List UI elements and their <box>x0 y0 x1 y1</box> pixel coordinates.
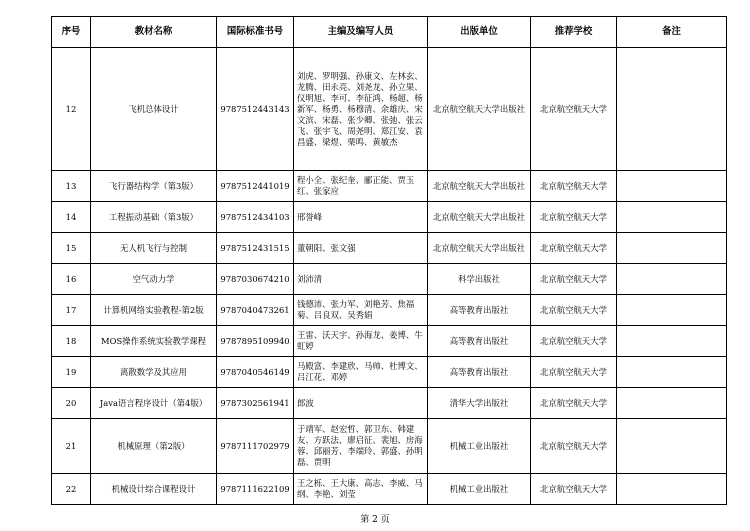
cell-authors: 郎波 <box>294 388 428 419</box>
table-row <box>52 264 727 295</box>
cell-isbn: 9787111702979 <box>217 419 294 474</box>
cell-school: 北京航空航天大学 <box>531 326 617 357</box>
cell-publisher: 高等教育出版社 <box>428 357 531 388</box>
cell-authors: 马殿富、李建欣、马帅、杜博文、吕江花、邓婷 <box>294 357 428 388</box>
cell-title: 飞机总体设计 <box>91 48 217 171</box>
header-title: 教材名称 <box>91 17 217 48</box>
cell-school: 北京航空航天大学 <box>531 171 617 202</box>
header-isbn: 国际标准书号 <box>217 17 294 48</box>
cell-notes <box>617 202 727 233</box>
cell-title: 机械原理（第2版） <box>91 419 217 474</box>
cell-publisher: 科学出版社 <box>428 264 531 295</box>
cell-seq: 16 <box>52 264 91 295</box>
cell-isbn: 9787512441019 <box>217 171 294 202</box>
table-row <box>52 233 727 264</box>
cell-notes <box>617 295 727 326</box>
table-row <box>52 171 727 202</box>
cell-notes <box>617 48 727 171</box>
cell-publisher: 北京航空航天大学出版社 <box>428 48 531 171</box>
header-row <box>52 17 727 48</box>
textbook-table <box>51 16 727 505</box>
cell-title: 飞行器结构学（第3版） <box>91 171 217 202</box>
table-body <box>52 48 727 505</box>
table-row <box>52 419 727 474</box>
cell-title: Java语言程序设计（第4版） <box>91 388 217 419</box>
cell-seq: 18 <box>52 326 91 357</box>
cell-school: 北京航空航天大学 <box>531 48 617 171</box>
cell-school: 北京航空航天大学 <box>531 233 617 264</box>
cell-isbn: 9787512443143 <box>217 48 294 171</box>
cell-notes <box>617 357 727 388</box>
cell-school: 北京航空航天大学 <box>531 357 617 388</box>
cell-school: 北京航空航天大学 <box>531 202 617 233</box>
cell-authors: 程小全、张纪奎、郦正能、贾玉红、张家应 <box>294 171 428 202</box>
cell-seq: 20 <box>52 388 91 419</box>
cell-title: 工程振动基础（第3版） <box>91 202 217 233</box>
table-row <box>52 474 727 505</box>
cell-publisher: 高等教育出版社 <box>428 295 531 326</box>
cell-title: MOS操作系统实验教学课程 <box>91 326 217 357</box>
table-row <box>52 388 727 419</box>
cell-authors: 邢誉峰 <box>294 202 428 233</box>
cell-seq: 15 <box>52 233 91 264</box>
cell-isbn: 9787111622109 <box>217 474 294 505</box>
header-school: 推荐学校 <box>531 17 617 48</box>
cell-publisher: 北京航空航天大学出版社 <box>428 202 531 233</box>
cell-notes <box>617 388 727 419</box>
cell-notes <box>617 326 727 357</box>
cell-seq: 14 <box>52 202 91 233</box>
cell-isbn: 9787030674210 <box>217 264 294 295</box>
cell-school: 北京航空航天大学 <box>531 264 617 295</box>
cell-title: 离散数学及其应用 <box>91 357 217 388</box>
cell-isbn: 9787512434103 <box>217 202 294 233</box>
cell-authors: 钱德沛、张力军、刘艳芳、焦福菊、吕良双、吴秀娟 <box>294 295 428 326</box>
table-row <box>52 326 727 357</box>
cell-title: 机械设计综合课程设计 <box>91 474 217 505</box>
cell-authors: 于靖军、赵宏哲、郭卫东、韩建友、方跃法、廖启征、裴旭、房海蓉、邱丽芳、李端玲、郭盛、孙明磊、贾明 <box>294 419 428 474</box>
cell-publisher: 机械工业出版社 <box>428 419 531 474</box>
cell-publisher: 高等教育出版社 <box>428 326 531 357</box>
header-publisher: 出版单位 <box>428 17 531 48</box>
cell-notes <box>617 474 727 505</box>
cell-isbn: 9787895109940 <box>217 326 294 357</box>
cell-publisher: 清华大学出版社 <box>428 388 531 419</box>
cell-publisher: 北京航空航天大学出版社 <box>428 171 531 202</box>
cell-title: 计算机网络实验教程-第2版 <box>91 295 217 326</box>
cell-authors: 刘虎、罗明强、孙康文、左林玄、龙腾、田永亮、刘尧龙、孙立果、仪明旭、李可、李征鸿、杨超、杨新军、杨勇、杨穆清、余雄庆、宋文滨、宋磊、张少卿、张弛、张云飞、张宇飞、周尧明、郑江安、袁昌盛、梁煜、栗鸣、黄敏杰 <box>294 48 428 171</box>
cell-authors: 王雷、沃天宇、孙海龙、姜博、牛虹婷 <box>294 326 428 357</box>
cell-notes <box>617 419 727 474</box>
table-row <box>52 48 727 171</box>
cell-publisher: 北京航空航天大学出版社 <box>428 233 531 264</box>
cell-title: 空气动力学 <box>91 264 217 295</box>
cell-isbn: 9787302561941 <box>217 388 294 419</box>
cell-authors: 刘沛清 <box>294 264 428 295</box>
cell-seq: 17 <box>52 295 91 326</box>
table-row <box>52 295 727 326</box>
cell-seq: 21 <box>52 419 91 474</box>
table-row <box>52 357 727 388</box>
cell-school: 北京航空航天大学 <box>531 295 617 326</box>
cell-seq: 12 <box>52 48 91 171</box>
cell-isbn: 9787040546149 <box>217 357 294 388</box>
cell-school: 北京航空航天大学 <box>531 419 617 474</box>
cell-title: 无人机飞行与控制 <box>91 233 217 264</box>
cell-notes <box>617 171 727 202</box>
cell-seq: 19 <box>52 357 91 388</box>
header-seq: 序号 <box>52 17 91 48</box>
header-notes: 备注 <box>617 17 727 48</box>
cell-seq: 22 <box>52 474 91 505</box>
cell-authors: 王之栎、王大康、高志、李威、马纲、李艳、刘莹 <box>294 474 428 505</box>
cell-isbn: 9787512431515 <box>217 233 294 264</box>
header-authors: 主编及编写人员 <box>294 17 428 48</box>
page-number: 第 2 页 <box>360 515 390 525</box>
cell-notes <box>617 264 727 295</box>
cell-isbn: 9787040473261 <box>217 295 294 326</box>
cell-school: 北京航空航天大学 <box>531 474 617 505</box>
cell-seq: 13 <box>52 171 91 202</box>
cell-notes <box>617 233 727 264</box>
cell-publisher: 机械工业出版社 <box>428 474 531 505</box>
cell-authors: 董朝阳、张文强 <box>294 233 428 264</box>
cell-school: 北京航空航天大学 <box>531 388 617 419</box>
table-row <box>52 202 727 233</box>
